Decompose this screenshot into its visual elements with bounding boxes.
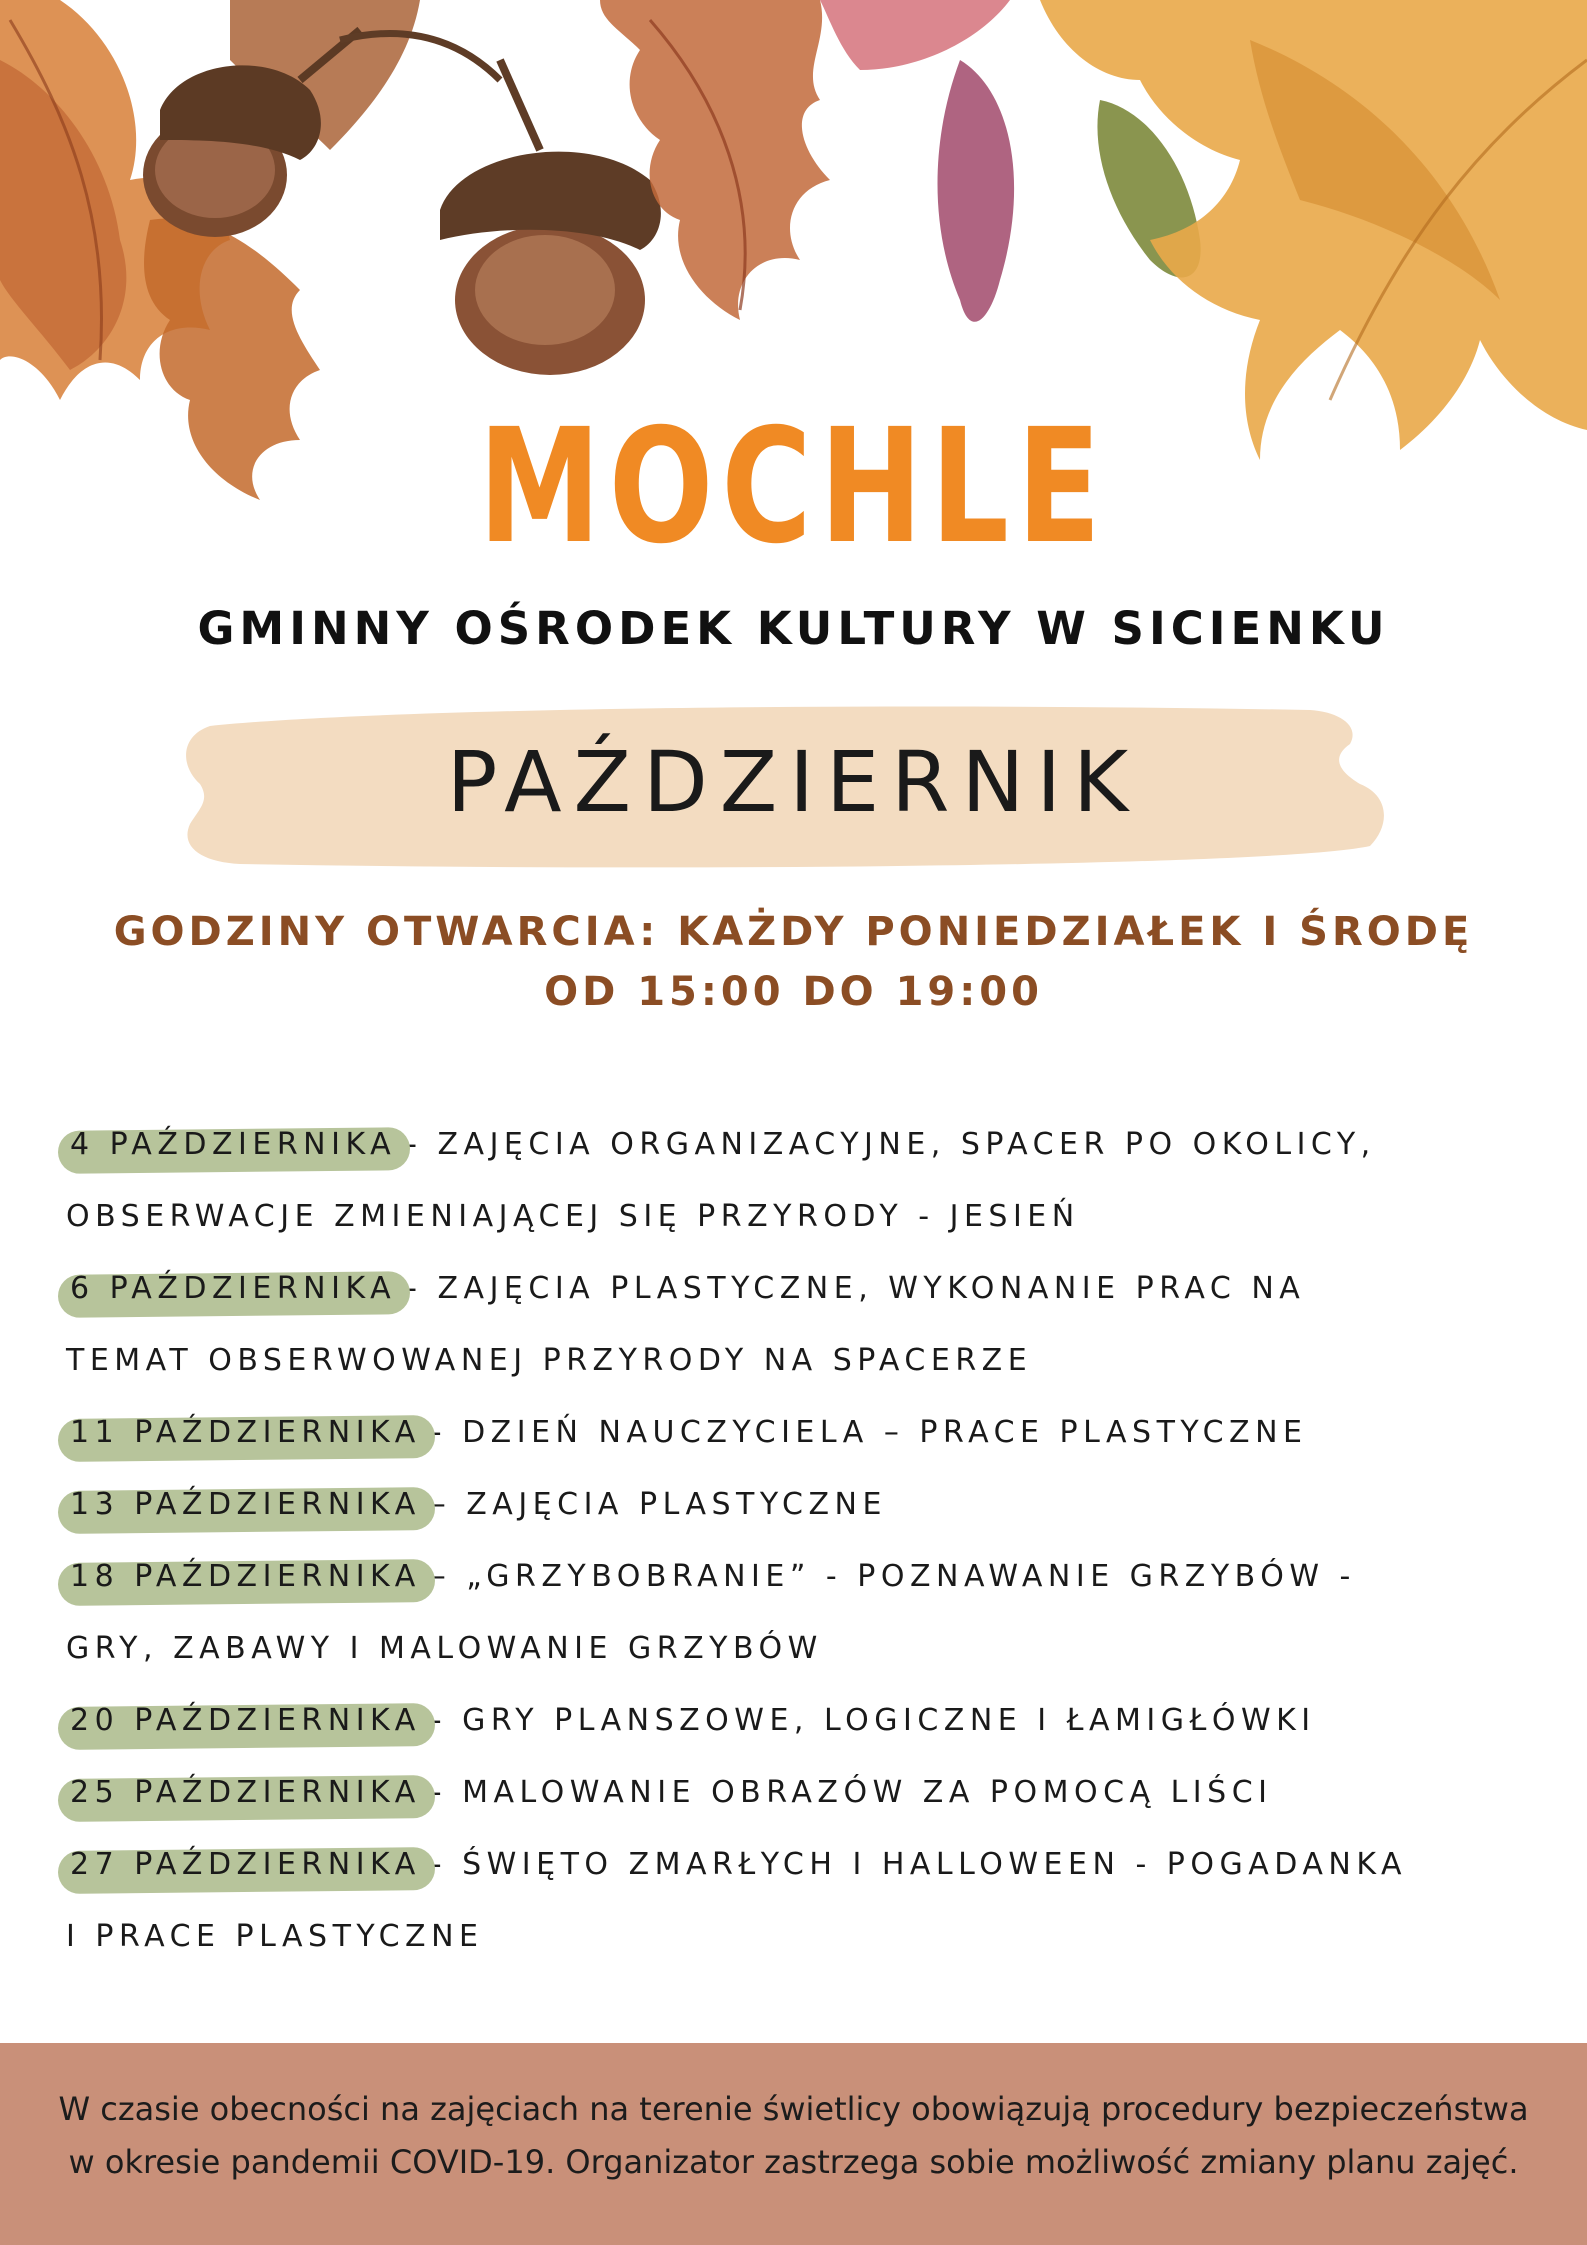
- schedule-line: [66, 1828, 1546, 1900]
- schedule-activity: OBSERWACJE ZMIENIAJĄCEJ SIĘ PRZYRODY - JESIEŃ: [66, 1198, 1080, 1234]
- schedule-line: [66, 1900, 1546, 1972]
- schedule-line: [66, 1180, 1546, 1252]
- schedule-activity: GRY, ZABAWY I MALOWANIE GRZYBÓW: [66, 1630, 823, 1666]
- schedule-date: 20 PAŹDZIERNIKA: [66, 1703, 425, 1738]
- schedule-line: [66, 1684, 1546, 1756]
- schedule-line: [66, 1540, 1546, 1612]
- organization-name: GMINNY OŚRODEK KULTURY W SICIENKU: [197, 602, 1390, 655]
- footer-notice-line-2: w okresie pandemii COVID-19. Organizator zastrzega sobie możliwość zmiany planu zajęć.: [68, 2143, 1519, 2181]
- schedule-date: 13 PAŹDZIERNIKA: [66, 1487, 425, 1522]
- schedule-activity: – ZAJĘCIA PLASTYCZNE: [430, 1486, 887, 1522]
- schedule-activity: – „GRZYBOBRANIE” - POZNAWANIE GRZYBÓW -: [430, 1558, 1356, 1594]
- schedule-line: [66, 1108, 1546, 1180]
- schedule-activity: - DZIEŃ NAUCZYCIELA – PRACE PLASTYCZNE: [430, 1414, 1308, 1450]
- maple-leaf-right: [1040, 0, 1587, 460]
- schedule-list: [66, 1108, 1546, 1972]
- schedule-line: [66, 1396, 1546, 1468]
- schedule-activity: - ZAJĘCIA PLASTYCZNE, WYKONANIE PRAC NA: [406, 1270, 1306, 1306]
- leaf-purple: [938, 60, 1015, 322]
- acorn-center: [440, 60, 661, 375]
- schedule-line: [66, 1612, 1546, 1684]
- schedule-date: 11 PAŹDZIERNIKA: [66, 1415, 425, 1450]
- schedule-activity: - GRY PLANSZOWE, LOGICZNE I ŁAMIGŁÓWKI: [430, 1702, 1316, 1738]
- schedule-line: [66, 1324, 1546, 1396]
- opening-hours-days: GODZINY OTWARCIA: KAŻDY PONIEDZIAŁEK I ŚRODĘ: [113, 909, 1474, 955]
- schedule-line: [66, 1468, 1546, 1540]
- schedule-activity: - ZAJĘCIA ORGANIZACYJNE, SPACER PO OKOLICY,: [406, 1126, 1376, 1162]
- footer-notice-line-1: W czasie obecności na zajęciach na terenie świetlicy obowiązują procedury bezpieczeństwa: [58, 2090, 1529, 2128]
- opening-hours-time: OD 15:00 DO 19:00: [544, 969, 1043, 1015]
- month-heading: PAŹDZIERNIK: [446, 733, 1141, 831]
- leaf-pink: [820, 0, 1010, 70]
- schedule-date: 27 PAŹDZIERNIKA: [66, 1847, 425, 1882]
- schedule-line: [66, 1756, 1546, 1828]
- schedule-activity: - ŚWIĘTO ZMARŁYCH I HALLOWEEN - POGADANKA: [430, 1846, 1407, 1882]
- schedule-activity: TEMAT OBSERWOWANEJ PRZYRODY NA SPACERZE: [66, 1342, 1033, 1378]
- schedule-activity: I PRACE PLASTYCZNE: [66, 1918, 484, 1954]
- schedule-line: [66, 1252, 1546, 1324]
- page-title: MOCHLE: [478, 395, 1109, 579]
- schedule-date: 25 PAŹDZIERNIKA: [66, 1775, 425, 1810]
- schedule-date: 4 PAŹDZIERNIKA: [66, 1127, 400, 1162]
- schedule-activity: - MALOWANIE OBRAZÓW ZA POMOCĄ LIŚCI: [430, 1774, 1273, 1810]
- schedule-date: 18 PAŹDZIERNIKA: [66, 1559, 425, 1594]
- schedule-date: 6 PAŹDZIERNIKA: [66, 1271, 400, 1306]
